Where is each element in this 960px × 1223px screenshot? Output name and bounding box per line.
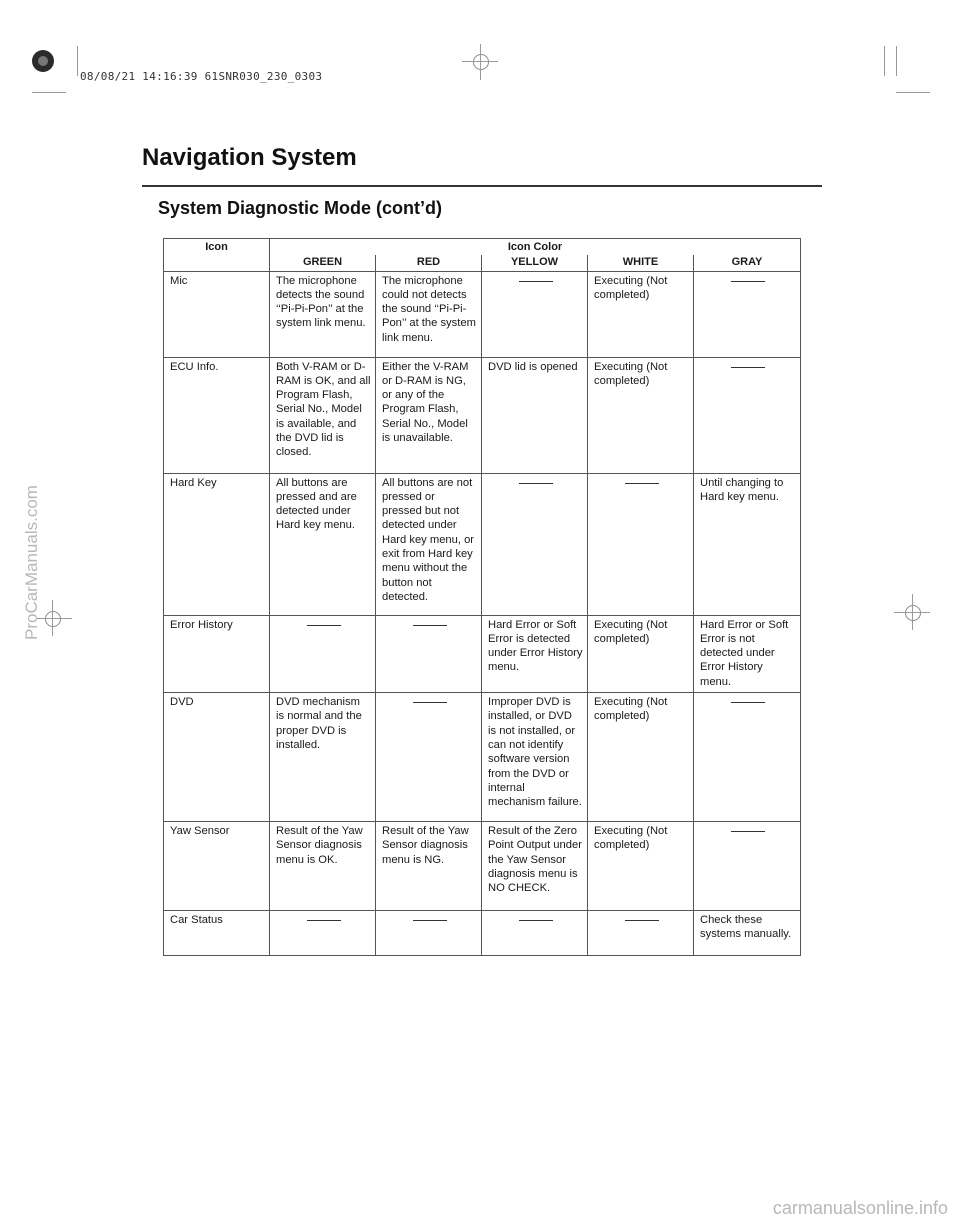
crop-mark [884, 46, 885, 76]
registration-circle-icon [905, 605, 921, 621]
cell-yellow [482, 357, 588, 473]
cell-text: DVD lid is opened [488, 360, 578, 373]
cell-text: Executing (Not completed) [594, 360, 668, 387]
cell-green [270, 357, 376, 473]
table-row [164, 693, 801, 822]
not-applicable-dash [625, 920, 659, 921]
cell-gray [694, 473, 801, 615]
not-applicable-dash [731, 702, 765, 703]
cell-white [588, 822, 694, 911]
not-applicable-dash [307, 920, 341, 921]
row-icon-name: ECU Info. [164, 357, 270, 473]
cell-yellow [482, 911, 588, 956]
not-applicable-dash [731, 367, 765, 368]
cell-white [588, 271, 694, 357]
cell-text: Result of the Yaw Sensor diagnosis menu is NG. [382, 825, 469, 866]
cell-gray [694, 615, 801, 692]
cell-white [588, 615, 694, 692]
icon-column-header: Icon [164, 239, 270, 256]
cell-text: The microphone detects the sound ‘‘Pi-Pi-Pon’’ at the system link menu. [276, 274, 366, 330]
crop-mark [894, 612, 930, 613]
not-applicable-dash [519, 920, 553, 921]
cell-green [270, 473, 376, 615]
table-subheader-row [164, 255, 801, 271]
cell-gray [694, 911, 801, 956]
not-applicable-dash [413, 625, 447, 626]
cell-red [376, 615, 482, 692]
row-icon-name: Yaw Sensor [164, 822, 270, 911]
registration-circle-icon [45, 611, 61, 627]
print-stamp: 08/08/21 14:16:39 61SNR030_230_0303 [80, 70, 323, 83]
icon-subheader-blank [164, 255, 270, 271]
cell-text: Executing (Not completed) [594, 618, 668, 645]
cell-text: Executing (Not completed) [594, 274, 668, 301]
cell-red [376, 357, 482, 473]
diagnostic-table [163, 238, 801, 956]
cell-red [376, 911, 482, 956]
cell-text: Check these systems manually. [700, 914, 792, 941]
cell-gray [694, 271, 801, 357]
bottom-watermark: carmanualsonline.info [772, 1198, 948, 1218]
cell-text: All buttons are pressed and are detected under Hard key menu. [276, 476, 357, 532]
cell-yellow [482, 615, 588, 692]
title-rule [142, 185, 822, 187]
cell-gray [694, 822, 801, 911]
cell-text: Hard Error or Soft Error is not detected under Error History menu. [700, 618, 789, 688]
cell-text: Result of the Yaw Sensor diagnosis menu is OK. [276, 825, 363, 866]
not-applicable-dash [731, 831, 765, 832]
not-applicable-dash [413, 702, 447, 703]
cell-yellow [482, 271, 588, 357]
table-row [164, 911, 801, 956]
cell-text: Executing (Not completed) [594, 825, 668, 852]
cell-white [588, 693, 694, 822]
cell-gray [694, 693, 801, 822]
cell-white [588, 473, 694, 615]
not-applicable-dash [413, 920, 447, 921]
cell-red [376, 693, 482, 822]
cell-red [376, 822, 482, 911]
cell-red [376, 271, 482, 357]
side-watermark: ProCarManuals.com [22, 485, 41, 640]
row-icon-name: Hard Key [164, 473, 270, 615]
crop-mark [896, 46, 897, 76]
cell-text: Executing (Not completed) [594, 696, 668, 723]
cell-text: Hard Error or Soft Error is detected under Error History menu. [488, 618, 583, 674]
row-icon-name: Mic [164, 271, 270, 357]
section-subtitle: System Diagnostic Mode (cont’d) [158, 198, 443, 218]
column-header-yellow: YELLOW [482, 255, 588, 271]
row-icon-name: Car Status [164, 911, 270, 956]
cell-text: Improper DVD is installed, or DVD is not installed, or can not identify software version from the DVD or internal mechanism failure. [488, 696, 582, 809]
table-row [164, 357, 801, 473]
row-icon-name: Error History [164, 615, 270, 692]
page-title: Navigation System [142, 144, 357, 171]
cell-red [376, 473, 482, 615]
cell-text: The microphone could not detects the sound ‘‘Pi-Pi-Pon’’ at the system link menu. [382, 274, 476, 344]
column-header-green: GREEN [270, 255, 376, 271]
registration-dot-icon [32, 50, 54, 72]
cell-text: Until changing to Hard key menu. [700, 476, 784, 503]
cell-text: Result of the Zero Point Output under the Yaw Sensor diagnosis menu is NO CHECK. [488, 825, 582, 895]
cell-white [588, 357, 694, 473]
not-applicable-dash [519, 483, 553, 484]
column-header-red: RED [376, 255, 482, 271]
cell-text: DVD mechanism is normal and the proper DVD is installed. [276, 696, 362, 751]
not-applicable-dash [731, 281, 765, 282]
column-header-white: WHITE [588, 255, 694, 271]
crop-mark [32, 92, 66, 93]
not-applicable-dash [519, 281, 553, 282]
cell-text: Either the V-RAM or D-RAM is NG, or any of the Program Flash, Serial No., Model is unavailable. [382, 360, 469, 445]
cell-white [588, 911, 694, 956]
table-row [164, 615, 801, 692]
table-row [164, 822, 801, 911]
cell-text: Both V-RAM or D-RAM is OK, and all Program Flash, Serial No., Model is available, and the DVD lid is closed. [276, 360, 371, 459]
cell-green [270, 693, 376, 822]
crop-mark [896, 92, 930, 93]
table-body [164, 271, 801, 955]
cell-green [270, 271, 376, 357]
not-applicable-dash [625, 483, 659, 484]
cell-yellow [482, 822, 588, 911]
cell-green [270, 822, 376, 911]
crop-mark [462, 61, 498, 62]
crop-mark [480, 44, 481, 80]
crop-mark [77, 46, 78, 76]
row-icon-name: DVD [164, 693, 270, 822]
not-applicable-dash [307, 625, 341, 626]
table-row [164, 473, 801, 615]
table-header-row [164, 239, 801, 256]
cell-yellow [482, 693, 588, 822]
cell-green [270, 615, 376, 692]
column-header-gray: GRAY [694, 255, 801, 271]
cell-green [270, 911, 376, 956]
table-row [164, 271, 801, 357]
cell-text: All buttons are not pressed or pressed but not detected under Hard key menu, or exit from Hard key menu without the button not detected. [382, 476, 475, 603]
cell-yellow [482, 473, 588, 615]
cell-gray [694, 357, 801, 473]
icon-color-header: Icon Color [270, 239, 801, 256]
registration-circle-icon [473, 54, 489, 70]
